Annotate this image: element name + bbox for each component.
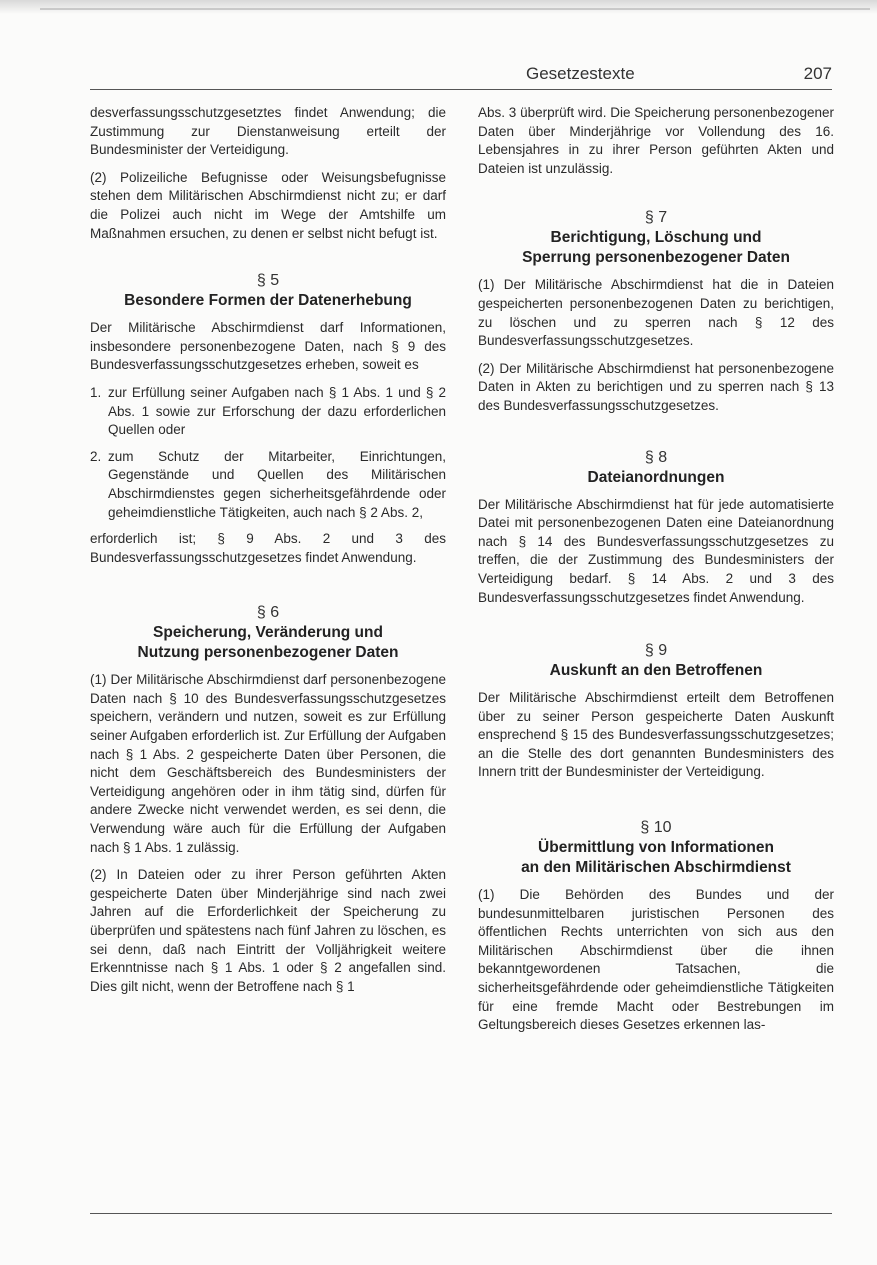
header-rule bbox=[90, 89, 832, 90]
right-column bbox=[478, 104, 834, 1044]
section-7-title-line1: Berichtigung, Löschung und bbox=[550, 229, 762, 247]
section-10-paragraph: (1) Die Behörden des Bundes und der bundesunmittelbaren juristischen Personen des öffentlichen Rechts unterrichten von sich aus den Militärischen Abschirmdienst über die ihnen bekanntgewordenen Tatsachen, die sicherheitsgefährdende oder geheimdienstliche Tätigkeiten für eine fremde Macht oder Bestrebungen im Geltungsbereich dieses Gesetzes erkennen las- bbox=[478, 887, 834, 1033]
list-item-number: 1. bbox=[90, 384, 102, 400]
paragraph-continuation: Abs. 3 überprüft wird. Die Speicherung personenbezogener Daten über Minderjährige vor Vollendung des 16. Lebensjahres in zu ihrer Person geführten Akten und Dateien ist unzulässig. bbox=[478, 105, 834, 176]
section-5-closing: erforderlich ist; § 9 Abs. 2 und 3 des Bundesverfassungsschutzgesetzes findet Anwendung. bbox=[90, 531, 446, 565]
section-5-paragraph: Der Militärische Abschirmdienst darf Informationen, insbesondere personenbezogene Daten, nach § 9 des Bundesverfassungsschutzgesetzes erheben, soweit es bbox=[90, 320, 446, 373]
section-6-number: § 6 bbox=[256, 604, 280, 622]
section-8-paragraph: Der Militärische Abschirmdienst hat für jede automatisierte Datei mit personenbezogenen Daten eine Dateianordnung nach § 14 des Bundesverfassungsschutzgesetzes zu treffen, die der Zustimmung des Bundesministers der Verteidigung bedarf. § 14 Abs. 2 und 3 des Bundesverfassungsschutzgesetzes findet Anwendung. bbox=[478, 496, 834, 605]
scan-edge-shadow bbox=[0, 0, 877, 14]
list-item-text: zur Erfüllung seiner Aufgaben nach § 1 Abs. 1 und § 2 Abs. 1 sowie zur Erforschung der dazu erforderlichen Quellen oder bbox=[108, 384, 446, 438]
list-item-text: zum Schutz der Mitarbeiter, Einrichtungen, Gegenstände und Quellen des Militärischen Abschirmdienstes gegen sicherheitsgefährdende oder geheimdienstliche Tätigkeiten, auch nach § 2 Abs. 2, bbox=[108, 448, 446, 520]
list-item bbox=[90, 384, 446, 440]
section-6-paragraph-2: (2) In Dateien oder zu ihrer Person geführten Akten gespeicherte Daten über Minderjährige sind nach zwei Jahren auf die Erforderlichkeit der Speicherung zu überprüfen und spätestens nach fünf Jahren zu löschen, es sei denn, daß nach Eintritt der Volljährigkeit weitere Erkenntnisse nach § 1 Abs. 1 oder § 2 angefallen sind. Dies gilt nicht, wenn der Betroffene nach § 1 bbox=[90, 867, 446, 994]
paragraph-4-2: (2) Polizeiliche Befugnisse oder Weisungsbefugnisse stehen dem Militärischen Abschirmdienst nicht zu; er darf die Polizei auch nicht im Wege der Amtshilfe um Maßnahmen ersuchen, zu denen er selbst nicht befugt ist. bbox=[90, 169, 446, 241]
section-10-title-line2: an den Militärischen Abschirmdienst bbox=[521, 859, 791, 877]
paragraph-continuation: desverfassungsschutzgesetztes findet Anwendung; die Zustimmung zur Dienstanweisung erteilt der Bundesminister der Verteidigung. bbox=[90, 105, 446, 158]
section-9-number: § 9 bbox=[644, 642, 668, 660]
section-5-list bbox=[90, 384, 446, 522]
section-8-number: § 8 bbox=[644, 448, 668, 466]
section-6-paragraph-1: (1) Der Militärische Abschirmdienst darf personenbezogene Daten nach § 10 des Bundesverfassungsschutzgesetzes speichern, verändern und nutzen, soweit es zur Erfüllung seiner Aufgaben erforderlich ist. Zur Erfüllung der Aufgaben nach § 1 Abs. 2 gespeicherte Daten über Personen, die nicht dem Geschäftsbereich des Bundesministers der Verteidigung angehören oder in ihm tätig sind, dürfen für andere Zwecke nicht verwendet werden, es sei denn, die Verwendung wäre auch für die Erfüllung der Aufgaben nach § 1 Abs. 1 zulässig. bbox=[90, 672, 446, 855]
page-header bbox=[90, 60, 832, 92]
section-9-paragraph: Der Militärische Abschirmdienst erteilt dem Betroffenen über zu seiner Person gespeicherte Daten Auskunft ensprechend § 15 des Bundesverfassungsschutzgesetzes; an die Stelle des dort genannten Bundesministers des Innern tritt der Bundesminister der Verteidigung. bbox=[478, 690, 834, 780]
scan-edge-line bbox=[40, 8, 870, 10]
section-7-paragraph-1: (1) Der Militärische Abschirmdienst hat die in Dateien gespeicherten personenbezogenen Daten zu berichtigen, zu löschen und zu sperren nach § 12 des Bundesverfassungsschutzgesetzes. bbox=[478, 277, 834, 349]
section-5-title: Besondere Formen der Datenerhebung bbox=[124, 292, 412, 310]
section-6-title-line1: Speicherung, Veränderung und bbox=[153, 624, 383, 642]
section-7-number: § 7 bbox=[644, 209, 668, 227]
section-8-title: Dateianordnungen bbox=[587, 468, 725, 486]
section-10-title-line1: Übermittlung von Informationen bbox=[538, 839, 774, 857]
list-item bbox=[90, 448, 446, 522]
page-number: 207 bbox=[803, 64, 832, 83]
section-7-paragraph-2: (2) Der Militärische Abschirmdienst hat personenbezogene Daten in Akten zu berichtigen und zu sperren nach § 13 des Bundesverfassungsschutzgesetzes. bbox=[478, 360, 834, 413]
running-title: Gesetzestexte bbox=[526, 64, 635, 83]
section-5-number: § 5 bbox=[256, 272, 280, 290]
left-column bbox=[90, 104, 446, 1005]
section-10-number: § 10 bbox=[640, 819, 672, 837]
section-6-title-line2: Nutzung personenbezogener Daten bbox=[137, 644, 399, 662]
footer-rule bbox=[90, 1213, 832, 1214]
section-9-title: Auskunft an den Betroffenen bbox=[549, 662, 763, 680]
section-7-title-line2: Sperrung personenbezogener Daten bbox=[522, 249, 790, 267]
list-item-number: 2. bbox=[90, 448, 102, 464]
